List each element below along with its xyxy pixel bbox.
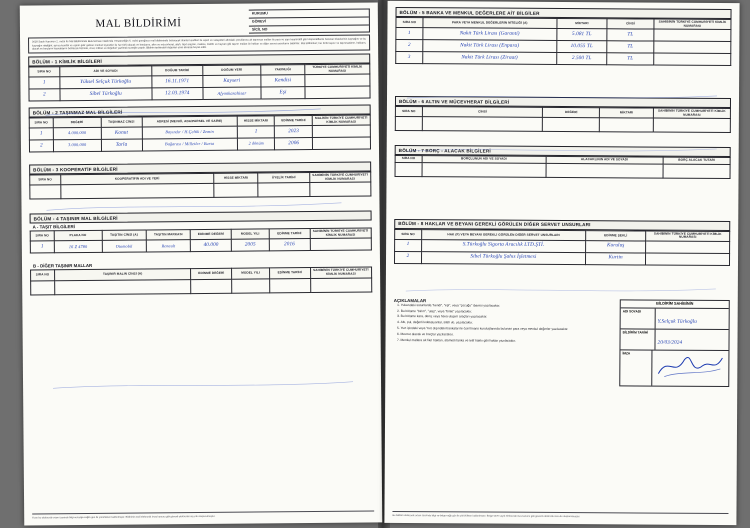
section-4-sub-b: B - DİĞER TAŞINIR MALLAR	[32, 263, 93, 269]
cell-no: 2	[40, 143, 43, 149]
s2-col-2: TAŞINMAZ CİNSİ	[101, 117, 142, 127]
cell-share	[214, 183, 258, 197]
cell-date: 2006	[288, 139, 300, 147]
s4a-col-2: TAŞITIN CİNSİ (A)	[102, 230, 146, 240]
declarer-label-name: ADI SOYADI	[621, 308, 656, 328]
s8-col-0: SIRA NO	[395, 229, 422, 239]
s1-col-4: YAKINLIĞI	[261, 65, 305, 75]
cell-date: 2023	[288, 127, 299, 135]
cell-amount	[663, 164, 730, 178]
explanations-title: AÇIKLAMALAR	[393, 297, 427, 303]
header-field-sicilno[interactable]: SİCİL NO	[251, 27, 268, 32]
s4a-col-0: SIRA NO	[30, 231, 54, 241]
cell-amount: 2.500 TL	[571, 54, 592, 61]
s2-col-4: HİSSE MİKTARI	[237, 116, 275, 126]
page-title: MAL BİLDİRİMİ	[95, 17, 182, 31]
s2-col-0: SIRA NO	[29, 118, 53, 128]
footer-note-left: Form bu elektronik ortam üzerinde bilgi-ve-belge-sağlılı gün ile yürürlükten kaldırılmıştır. Bildirimin mali elektronik imza kanunu gibi güvenli elektronik imza ile oluşturulmuştur.	[32, 511, 374, 520]
cell-plate: 16 Z 4780	[68, 243, 88, 249]
s7-col-3: BORÇ ALACAK TUTARI	[663, 157, 730, 164]
header-field-gorevi[interactable]: GÖREVİ	[249, 17, 369, 26]
cell-no: 1	[406, 242, 410, 248]
section-4-sub-a: A - TAŞIT BİLGİLERİ	[32, 224, 75, 230]
s4b-col-2: EDİNME DEĞERİ	[191, 269, 232, 279]
s4a-col-3: TAŞITIN MARKASI	[146, 230, 190, 240]
signature-area[interactable]	[652, 350, 728, 385]
s7-col-0: SIRA NO	[395, 156, 422, 163]
table-row[interactable]	[395, 117, 730, 133]
cell-acquisition: Kuruluş	[606, 242, 625, 249]
section-2-table	[29, 115, 371, 153]
table-row[interactable]	[395, 162, 730, 178]
signature-icon	[654, 351, 726, 379]
s4b-col-4: EDİNME TARİHİ	[269, 268, 310, 278]
explanation-item: 4. Altı, pul, değerli koleksiyonlar, silah vb. yazılacaktır.	[401, 320, 616, 326]
cell-date	[258, 183, 309, 197]
s7-col-1: BORÇLUNUN ADI VE SOYADI	[422, 156, 546, 163]
cell-no	[30, 185, 61, 199]
table-row[interactable]	[30, 238, 371, 253]
s8-col-2: EDİNME ŞEKLİ	[586, 230, 646, 240]
cell-item: S.Türkoğlu Sigorta Aracılık LTD.ŞTİ.	[462, 241, 545, 249]
s3-col-1: KOOPERATİFİN ADI VE YERİ	[60, 174, 214, 185]
s5-col-4: SAHİBİNİN TÜRKİYE CUMHURİYETİ KİMLİK NUMARASI	[654, 19, 731, 30]
s4b-col-3: MODEL YILI	[232, 268, 270, 278]
cell-no: 2	[406, 254, 410, 260]
cell-kind	[422, 117, 543, 132]
declarer-value-name: Y.Selçuk Türkoğlu	[657, 318, 697, 325]
s6-col-3: MİKTARI	[600, 108, 654, 118]
explanation-item: 3. Bu bölüme kara, deniz veya hava ulaşım araçları yazılacaktır.	[401, 314, 616, 320]
header-field-kurumu[interactable]: KURUMU	[249, 10, 369, 19]
s4b-col-5: SAHİBİNİN TÜRKİYE CUMHURİYETİ KİMLİK NUMARASI	[310, 267, 372, 278]
s8-col-1: HAK (F) VEYA BEYANI GEREKLİ GÖRÜLEN DİĞER SERVET UNSURLARI	[421, 229, 585, 240]
cell-birthplace: Afyonkarahisar	[217, 90, 247, 96]
cell-nature: Nakit Türk Lirası (Ziraat)	[461, 53, 518, 61]
cell-share: 2 dönüm	[248, 140, 264, 146]
section-1-table	[28, 64, 370, 102]
s4a-col-4: EDİNME DEĞERİ	[190, 230, 231, 240]
section-7-table	[395, 155, 731, 179]
cell-tc	[310, 278, 372, 293]
section-3-title: BÖLÜM - 3 KOOPERATİF BİLGİLERİ	[29, 162, 371, 175]
s3-col-2: HİSSE MİKTARI	[214, 173, 258, 183]
cell-address: Bağarası / Milletler / Bursa	[165, 141, 215, 147]
cell-acquisition: Kurtin	[608, 254, 623, 261]
header-fields	[249, 9, 370, 34]
s3-col-4: SAHİBİNİN TÜRKİYE CUMHURİYETİ KİMLİK NUMARASI	[309, 172, 370, 183]
cell-no: 1	[40, 244, 44, 250]
document-page-right	[384, 1, 739, 525]
s6-col-2: DEĞERİ	[543, 107, 600, 117]
cell-brand: Renault	[161, 242, 176, 248]
cell-kind: TL	[627, 55, 634, 62]
table-row[interactable]	[30, 182, 371, 199]
section-5-title: BÖLÜM - 5 BANKA VE MENKUL DEĞERLERE AİT BİLGİLER	[395, 7, 731, 19]
section-2-title: BÖLÜM - 2 TAŞINMAZ MAL BİLGİLERİ	[29, 105, 371, 118]
s1-col-2: DOĞUM TARİHİ	[152, 66, 203, 77]
cell-no	[31, 280, 55, 294]
cell-name: Yüksel Selçuk Türkoğlu	[80, 78, 132, 85]
explanation-item: 1. Yukarıdaki sütunlarda "kendi", "eşi", veya "çocuğu" ibaresi yazılacaktır.	[401, 303, 616, 309]
declarer-box	[619, 299, 730, 387]
cell-no	[395, 162, 422, 176]
s2-col-6: MALİKİN TÜRKİYE CUMHURİYETİ KİMLİK NUMARASI	[312, 115, 370, 126]
cell-value	[191, 279, 232, 293]
cell-no: 2	[43, 92, 46, 98]
table-row[interactable]	[31, 278, 372, 295]
section-6-title: BÖLÜM - 6 ALTIN VE MÜCEVHERAT BİLGİLERİ	[395, 96, 731, 108]
cell-no	[395, 117, 422, 131]
s6-col-1: CİNSİ	[422, 107, 543, 118]
cell-value: 3.000.000	[68, 142, 87, 148]
table-row[interactable]	[29, 137, 370, 152]
section-4a-table	[30, 228, 372, 254]
s2-col-3: ADRESİ (MEVKİİ, ADA/PARSEL VE SAİRE)	[142, 116, 238, 127]
cell-model: 2005	[244, 241, 256, 248]
cell-item: Sibel Türkoğlu Şahıs İşletmesi	[470, 253, 537, 261]
s2-col-1: DEĞERİ	[53, 118, 101, 129]
table-row[interactable]	[396, 52, 731, 66]
cell-date	[269, 278, 310, 292]
cell-type: Konut	[114, 129, 129, 136]
cell-amount: 5.081 TL	[572, 30, 592, 37]
section-8-table	[394, 229, 730, 266]
s4a-col-5: MODEL YILI	[231, 229, 269, 239]
section-5-table	[395, 17, 731, 66]
section-3-table	[29, 172, 371, 200]
s1-col-1: ADI VE SOYADI	[59, 66, 151, 77]
s5-col-3: CİNSİ	[607, 19, 654, 29]
section-4b-table	[30, 267, 372, 295]
explanations-list	[394, 303, 616, 344]
s1-col-3: DOĞUM YERİ	[203, 65, 261, 76]
cell-no: 1	[42, 80, 46, 86]
cell-birthplace: Kayseri	[223, 77, 241, 84]
s7-col-2: ALACAKLININ ADI VE SOYADI	[546, 157, 663, 164]
explanation-item: 5. Yurt içindeki veya Yurt dışındaki bankalar ile özel finans kuruluşlarında bulunan para veya menkul değerler yazılacaktır.	[401, 326, 616, 332]
cell-no: 3	[407, 54, 411, 60]
cell-birthdate: 12.03.1974	[165, 89, 190, 97]
s8-col-3: SAHİBİNİN TÜRKİYE CUMHURİYETİ KİMLİK NUMARASI	[646, 231, 730, 242]
cell-name	[60, 184, 214, 199]
cell-relation: Kendisi	[274, 76, 292, 84]
cell-amount	[600, 118, 654, 132]
declarer-value-date: 20/03/2024	[657, 339, 683, 346]
cell-kind: TL	[627, 31, 634, 38]
cell-value: 40.000	[203, 241, 219, 248]
cell-amount: 10.055 TL	[570, 42, 593, 49]
section-6-table	[395, 106, 731, 133]
table-row[interactable]	[394, 251, 729, 265]
section-4-title: BÖLÜM - 4 TAŞINIR MAL BİLGİLERİ	[30, 211, 372, 224]
s5-col-1: PARA VEYA MENKUL DEĞERLERİN NİTELİĞİ (A)	[423, 18, 557, 29]
s1-col-0: SIRA NO	[29, 67, 60, 77]
cell-share: 1	[254, 128, 258, 135]
s3-col-0: SIRA NO	[30, 175, 61, 185]
cell-value	[543, 118, 600, 132]
cell-nature: Nakit Türk Lirası (Enpara)	[460, 41, 520, 49]
cell-type: Otomobil	[115, 243, 133, 249]
cell-no: 2	[407, 42, 411, 48]
declarer-label-signature: İMZA	[620, 350, 652, 385]
s5-col-0: SIRA NO	[396, 17, 423, 27]
document-header	[28, 9, 370, 36]
cell-debtor	[422, 162, 546, 177]
s1-col-5: TÜRKİYE CUMHURİYETİ KİMLİK NUMARASI	[305, 64, 370, 75]
s6-col-4: SAHİBİNİN TÜRKİYE CUMHURİYETİ KİMLİK NUMARASI	[653, 108, 730, 119]
cell-birthdate: 16.11.1971	[165, 77, 190, 85]
cell-address: Bayındır / H.Çeltik / Zemin	[165, 129, 214, 135]
section-1-title: BÖLÜM - 1 KİMLİK BİLGİLERİ	[28, 54, 370, 67]
cell-name: Sibel Türkoğlu	[89, 90, 122, 97]
cell-nature: Nakit Türk Lirası (Garanti)	[459, 29, 520, 37]
s4b-col-0: SIRA NO	[31, 270, 55, 280]
cell-no: 1	[40, 131, 43, 137]
s5-col-2: MİKTARI	[557, 18, 607, 28]
declarer-title: BİLDİRİM SAHİBİNİN	[621, 300, 729, 309]
s4a-col-1: PLAKA NO	[54, 231, 102, 242]
cell-creditor	[546, 163, 663, 178]
legal-notice: 3628 Sayılı Kanunun 2. md'si ile Mal Bildiriminde Bulunulması Hakkında Yönetmeliğin 5. md'si gereğince mal bildiriminde bulunacak olanlar kendileri ile eşleri ve velayetleri altındaki çocuklarına ait taşınmaz malları ile para ve yapı kooperatifi gibi kooperatiflerde bulunan hisselerinin kaynağını ve bu kaynağın niteliğini; ayrıca kendisi ve eşinin gelir getiren menkul kıymetler ile her türlü alacak ve borçlarını, altın ve mücevherat, silah, taşıt araçları, makine, traktör ve hayvan gibi taşınır malları ile hakları ve diğer servet unsurlarını bildirirler. Mal bildirimleri; her türlü taşınır ve taşınmazların, hakların, alacak ve borçların kaynaklarını belirtecek biçimde, cinsi, miktarı ve değerleri yazılmak suretiyle yapılır. Bildirim tarihindeki değerleri esas alınarak beyan edilir.	[28, 35, 370, 54]
s4a-col-6: EDİNME TARİHİ	[269, 229, 310, 239]
s2-col-5: EDİNME TARİHİ	[275, 116, 313, 126]
table-row[interactable]	[29, 86, 370, 101]
s4b-col-1: TAŞINIR MALIN CİNSİ (A)	[54, 269, 190, 280]
cell-no: 1	[408, 30, 411, 36]
cell-model	[232, 278, 270, 292]
section-8-title: BÖLÜM - 8 HAKLAR VE BEYANI GEREKLİ GÖRÜLEN DİĞER SERVET UNSURLARI	[394, 219, 730, 231]
s4a-col-7: SAHİBİNİN TÜRKİYE CUMHURİYETİ KİMLİK NUMARASI	[310, 228, 372, 239]
explanation-item: 2. Bu bölüme "birim", "ulaş", veya "birikt" yazılacaktır.	[401, 309, 616, 315]
explanation-item: 7. Menkul mallara ait fikri hakları, alametli farika ve telif hakkı gibi haklar yazılacaktır.	[401, 338, 616, 344]
cell-relation: Eşi	[279, 88, 287, 96]
cell-tc	[309, 182, 371, 197]
cell-date: 2016	[284, 241, 295, 248]
document-page-left	[20, 2, 383, 525]
cell-kind: TL	[627, 43, 634, 50]
s6-col-0: SIRA NO	[395, 107, 422, 117]
footer-note-right: Bu bildirim elektronik ortam üzerinde bilgi ve-belge-sağlı gün ile yürürlükten kaldırılmıştır. Belge 5070 sayılı elektronik imza kanunu gibi güvenli elektronik imza ile oluşturulmuştur.	[392, 511, 728, 519]
declarer-label-date: BİLDİRİM TARİHİ	[620, 329, 655, 349]
s3-col-3: ÜYELİK TARİHİ	[258, 173, 309, 184]
cell-value: 4.000.000	[68, 130, 87, 136]
cell-type: Tarla	[115, 141, 128, 148]
explanation-item: 6. Mevcut alacak ve borçlar yazılacaktır.	[401, 332, 616, 338]
cell-type	[54, 279, 191, 294]
cell-tc	[653, 118, 730, 132]
section-7-title: BÖLÜM - 7 BORÇ - ALACAK BİLGİLERİ	[395, 145, 731, 157]
